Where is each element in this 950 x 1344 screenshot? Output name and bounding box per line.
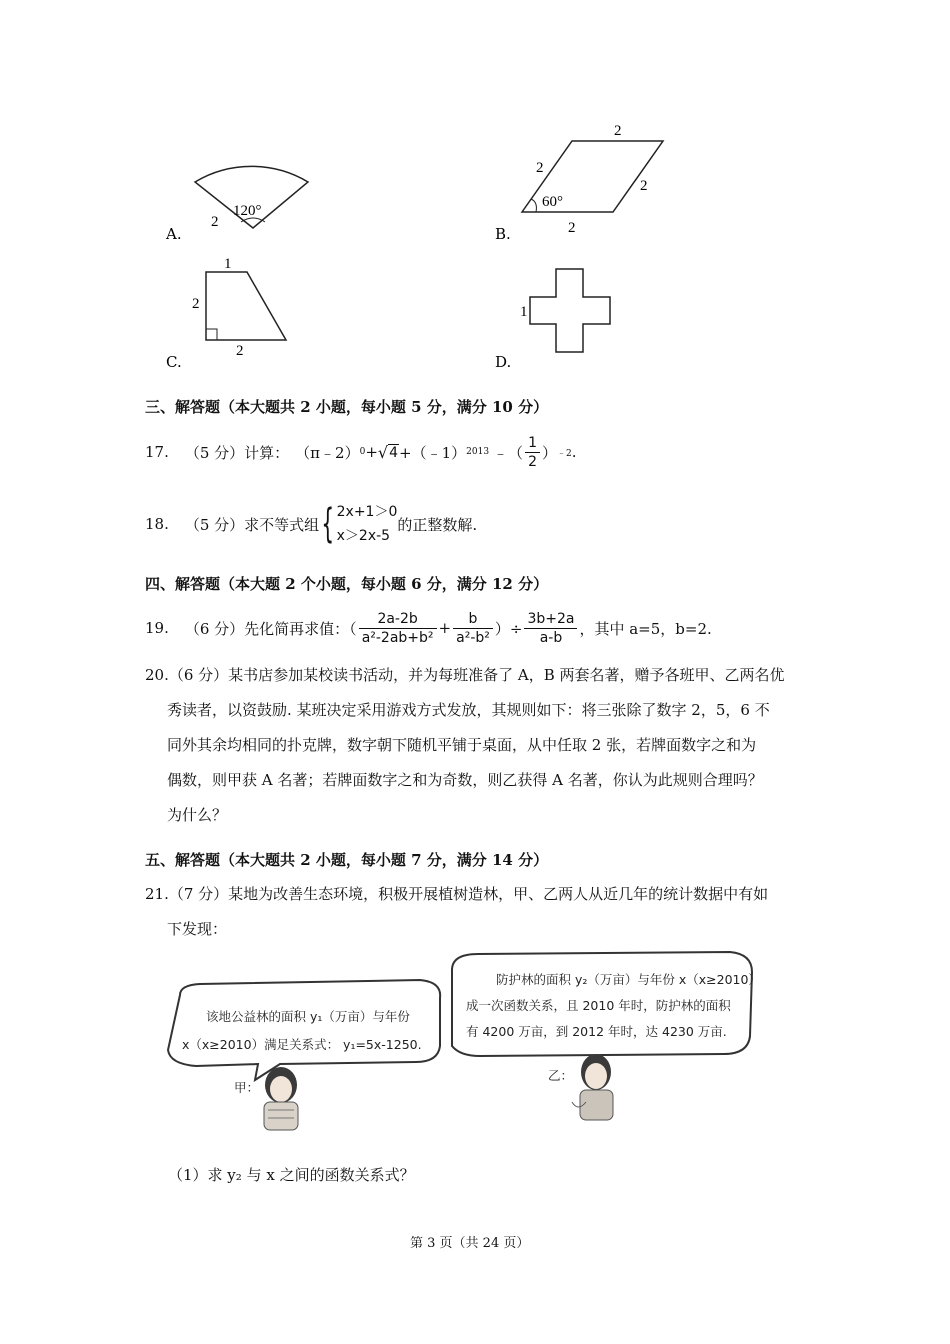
q19-fraction-1 bbox=[359, 610, 437, 647]
q18-ineq1: 2x+1＞0 bbox=[336, 504, 398, 520]
figure-d-label: D. bbox=[495, 353, 512, 371]
q17-plus1: + bbox=[365, 443, 378, 461]
q19-f2-num: b bbox=[453, 610, 493, 629]
figure-c-bottom: 2 bbox=[236, 343, 244, 359]
q20-line-1: 20.（6 分）某书店参加某校读书活动，并为每班准备了 A，B 两套名著，赠予各班甲、乙两名优 bbox=[145, 666, 785, 684]
page-footer: 第 3 页（共 24 页） bbox=[410, 1236, 530, 1251]
sqrt-icon: √ bbox=[377, 442, 389, 462]
q17-minus: ﹣（ bbox=[493, 443, 524, 462]
q18-tail: 的正整数解. bbox=[397, 515, 478, 534]
q17-close: ） bbox=[541, 443, 557, 462]
q19-f3-num: 3b+2a bbox=[524, 610, 577, 629]
q17-plus2: +（﹣1） bbox=[399, 443, 467, 462]
question-21 bbox=[145, 877, 815, 947]
q17-score: （5 分）计算： bbox=[184, 443, 290, 462]
q17-exp2013: 2013 bbox=[466, 447, 490, 457]
figure-c-top: 1 bbox=[224, 256, 232, 272]
figure-a-side: 2 bbox=[211, 214, 219, 230]
q19-fraction-2 bbox=[453, 610, 493, 647]
q19-tail: ，其中 a=5，b=2. bbox=[579, 619, 712, 638]
q18-ineq2: x＞2x-5 bbox=[336, 528, 391, 544]
question-17 bbox=[145, 430, 577, 474]
q19-plus: + bbox=[438, 619, 452, 637]
figures-panel bbox=[0, 100, 950, 390]
q17-end: . bbox=[571, 443, 577, 461]
figure-b-angle: 60° bbox=[542, 194, 563, 210]
figure-d-side: 1 bbox=[520, 304, 528, 320]
figure-b-right: 2 bbox=[640, 178, 648, 194]
figure-b-label: B. bbox=[495, 225, 511, 243]
q17-expr-a: （π﹣2） bbox=[295, 443, 360, 462]
q17-exp0: 0 bbox=[359, 447, 366, 457]
figure-b-left: 2 bbox=[536, 160, 544, 176]
figure-c-trapezoid bbox=[206, 272, 286, 340]
bubble-left-line-2: x（x≥2010）满足关系式： y₁=5x-1250. bbox=[182, 1037, 422, 1052]
q19-f2-den: a²-b² bbox=[456, 629, 490, 646]
jia-student-avatar bbox=[264, 1067, 298, 1130]
q17-sqrt-arg: 4 bbox=[389, 444, 399, 461]
q19-fraction-3 bbox=[524, 610, 577, 647]
q19-number: 19. bbox=[145, 619, 169, 637]
q20-line-2: 秀读者，以资鼓励. 某班决定采用游戏方式发放，其规则如下：将三张除了数字 2，5，6 不 bbox=[167, 701, 770, 719]
section-3-heading: 三、解答题（本大题共 2 小题，每小题 5 分，满分 10 分） bbox=[145, 398, 549, 416]
q18-text: （5 分）求不等式组 bbox=[184, 515, 320, 534]
question-20 bbox=[145, 658, 815, 833]
bubble-right-line-3: 有 4200 万亩，到 2012 年时，达 4230 万亩. bbox=[466, 1024, 727, 1039]
bubble-right-line-2: 成一次函数关系，且 2010 年时，防护林的面积 bbox=[466, 998, 731, 1013]
figure-c-label: C. bbox=[166, 353, 182, 371]
figure-d-cross bbox=[530, 269, 610, 352]
figure-b-top: 2 bbox=[614, 123, 622, 139]
section-4-heading: 四、解答题（本大题 2 个小题，每小题 6 分，满分 12 分） bbox=[145, 575, 549, 593]
q19-text: （6 分）先化简再求值：（ bbox=[184, 619, 357, 638]
left-speech-bubble bbox=[168, 980, 440, 1080]
question-18 bbox=[145, 498, 477, 550]
q19-f3-den: a-b bbox=[539, 629, 563, 646]
q17-half-den: 2 bbox=[528, 453, 537, 470]
q17-half-fraction bbox=[525, 434, 540, 471]
q20-line-4: 偶数，则甲获 A 名著；若牌面数字之和为奇数，则乙获得 A 名著，你认为此规则合理吗？ bbox=[167, 771, 763, 789]
yi-label: 乙： bbox=[548, 1068, 574, 1083]
figure-a-angle: 120° bbox=[233, 203, 262, 219]
bubble-left-line-1: 该地公益林的面积 y₁（万亩）与年份 bbox=[206, 1009, 410, 1024]
section-5-heading: 五、解答题（本大题共 2 小题，每小题 7 分，满分 14 分） bbox=[145, 851, 549, 869]
q18-system bbox=[337, 500, 398, 548]
q18-brace: { bbox=[321, 501, 335, 547]
q21-subquestion-1: （1）求 y₂ 与 x 之间的函数关系式？ bbox=[168, 1166, 415, 1184]
q19-div: ）÷ bbox=[494, 619, 523, 638]
q20-line-3: 同外其余均相同的扑克牌，数字朝下随机平铺于桌面，从中任取 2 张，若牌面数字之和为 bbox=[167, 736, 757, 754]
q19-f1-num: 2a-2b bbox=[359, 610, 437, 629]
jia-label: 甲： bbox=[234, 1080, 260, 1095]
q21-line-1: 21.（7 分）某地为改善生态环境，积极开展植树造林，甲、乙两人从近几年的统计数据中有如 bbox=[145, 885, 769, 903]
question-19 bbox=[145, 606, 712, 650]
q17-number: 17. bbox=[145, 443, 169, 461]
yi-student-avatar bbox=[572, 1054, 613, 1120]
q20-line-5: 为什么？ bbox=[167, 806, 228, 824]
q21-line-2: 下发现： bbox=[167, 920, 228, 938]
figure-a-label: A. bbox=[166, 225, 182, 243]
q19-f1-den: a²-2ab+b² bbox=[361, 629, 434, 646]
q18-number: 18. bbox=[145, 515, 169, 533]
bubble-right-line-1: 防护林的面积 y₂（万亩）与年份 x（x≥2010） bbox=[496, 972, 761, 987]
figure-c-left: 2 bbox=[192, 296, 200, 312]
q17-half-num: 1 bbox=[525, 434, 540, 453]
q17-exp-neg2: ﹣2 bbox=[557, 448, 572, 459]
figure-b-bottom: 2 bbox=[568, 220, 576, 236]
